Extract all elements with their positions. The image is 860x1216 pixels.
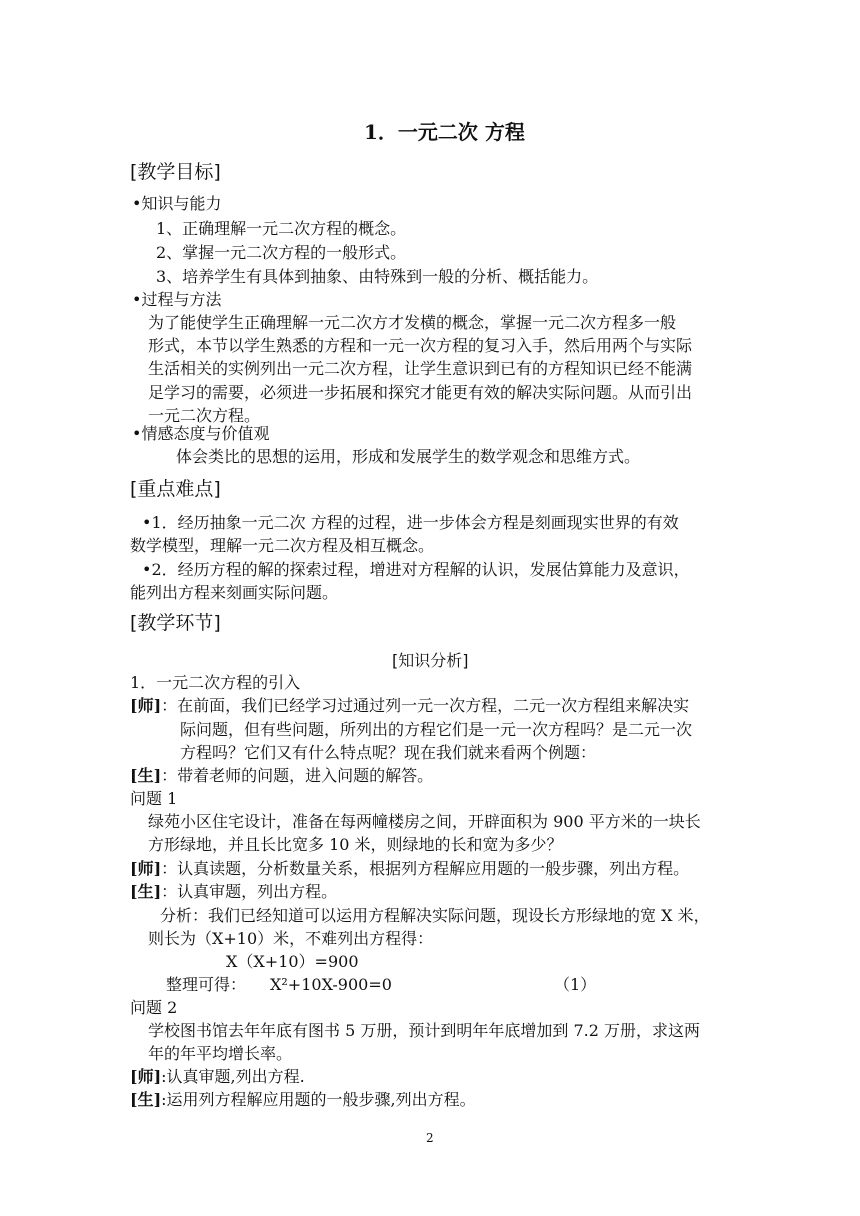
knowledge-item: 3、培养学生有具体到抽象、由特殊到一般的分析、概括能力。 — [156, 267, 599, 286]
dialogue-student — [130, 765, 433, 787]
equation-2: X²+10X-900=0 — [270, 975, 392, 994]
knowledge-item: 2、掌握一元二次方程的一般形式。 — [156, 243, 407, 262]
knowledge-analysis-heading: [知识分析] — [392, 651, 469, 670]
dialogue-continuation: 方程吗？它们又有什么特点呢？现在我们就来看两个例题： — [180, 743, 597, 762]
section-heading-objectives: [教学目标] — [130, 161, 221, 183]
key-point-line: •2．经历方程的解的探索过程，增进对方程解的认识，发展估算能力及意识， — [142, 560, 690, 579]
problem-1-text: 绿苑小区住宅设计，准备在每两幢楼房之间，开辟面积为 900 平方米的一块长 — [148, 812, 701, 831]
student-text: :运用列方程解应用题的一般步骤,列出方程。 — [161, 1090, 476, 1109]
process-line: 足学习的需要，必须进一步拓展和探究才能更有效的解决实际问题。从而引出 — [148, 383, 693, 402]
analysis-line: 则长为（X+10）米，不难列出方程得： — [148, 929, 434, 948]
section-heading-procedure: [教学环节] — [130, 612, 221, 634]
problem-2-label: 问题 2 — [130, 998, 178, 1017]
page-number: 2 — [426, 1131, 434, 1145]
dialogue-teacher — [130, 858, 689, 880]
teacher-text: :认真审题,列出方程. — [161, 1067, 305, 1086]
dialogue-continuation: 际问题，但有些问题，所列出的方程它们是一元一次方程吗？是二元一次 — [180, 720, 693, 739]
student-text: ：认真审题，列出方程。 — [161, 882, 338, 901]
key-point-line: 数学模型，理解一元二次方程及相互概念。 — [130, 536, 435, 555]
simplify-label: 整理可得： — [166, 975, 247, 994]
key-point-line: •1．经历抽象一元二次 方程的过程，进一步体会方程是刻画现实世界的有效 — [142, 513, 679, 532]
student-tag: [生] — [130, 1090, 162, 1109]
process-line: 形式，本节以学生熟悉的方程和一元一次方程的复习入手，然后用两个与实际 — [148, 336, 693, 355]
teacher-text: ：在前面，我们已经学习过通过列一元一次方程，二元一次方程组来解决实 — [161, 696, 690, 715]
process-line: 一元二次方程。 — [148, 406, 261, 425]
equation-2-number: （1） — [554, 975, 597, 994]
equation-1: X（X+10）=900 — [226, 952, 359, 971]
problem-1-label: 问题 1 — [130, 789, 178, 808]
emotion-heading: •情感态度与价值观 — [132, 424, 270, 443]
emotion-line: 体会类比的思想的运用，形成和发展学生的数学观念和思维方式。 — [176, 447, 641, 466]
problem-2-text: 学校图书馆去年年底有图书 5 万册，预计到明年年底增加到 7.2 万册，求这两 — [148, 1021, 700, 1040]
knowledge-heading: •知识与能力 — [132, 194, 222, 213]
analysis-line: 分析：我们已经知道可以运用方程解决实际问题，现设长方形绿地的宽 X 米， — [160, 906, 710, 925]
key-point-line: 能列出方程来刻画实际问题。 — [130, 583, 339, 602]
teacher-tag: [师] — [130, 696, 162, 715]
dialogue-teacher — [130, 1066, 305, 1088]
page-title: 1．一元二次 方程 — [364, 120, 525, 144]
teacher-tag: [师] — [130, 859, 162, 878]
teacher-text: ：认真读题，分析数量关系，根据列方程解应用题的一般步骤，列出方程。 — [161, 859, 690, 878]
process-line: 生活相关的实例列出一元二次方程，让学生意识到已有的方程知识已经不能满 — [148, 359, 693, 378]
knowledge-item: 1、正确理解一元二次方程的概念。 — [156, 219, 407, 238]
student-text: ：带着老师的问题，进入问题的解答。 — [161, 766, 434, 785]
section-heading-key-points: [重点难点] — [130, 478, 221, 500]
problem-1-text: 方形绿地，并且长比宽多 10 米，则绿地的长和宽为多少？ — [148, 835, 563, 854]
dialogue-teacher — [130, 695, 689, 717]
student-tag: [生] — [130, 766, 162, 785]
dialogue-student — [130, 1089, 476, 1111]
process-line: 为了能使学生正确理解一元二次方才发横的概念，掌握一元二次方程多一般 — [148, 313, 677, 332]
student-tag: [生] — [130, 882, 162, 901]
process-heading: •过程与方法 — [132, 290, 222, 309]
problem-2-text: 年的年平均增长率。 — [148, 1044, 293, 1063]
intro-heading: 1．一元二次方程的引入 — [130, 673, 301, 692]
dialogue-student — [130, 881, 337, 903]
teacher-tag: [师] — [130, 1067, 162, 1086]
